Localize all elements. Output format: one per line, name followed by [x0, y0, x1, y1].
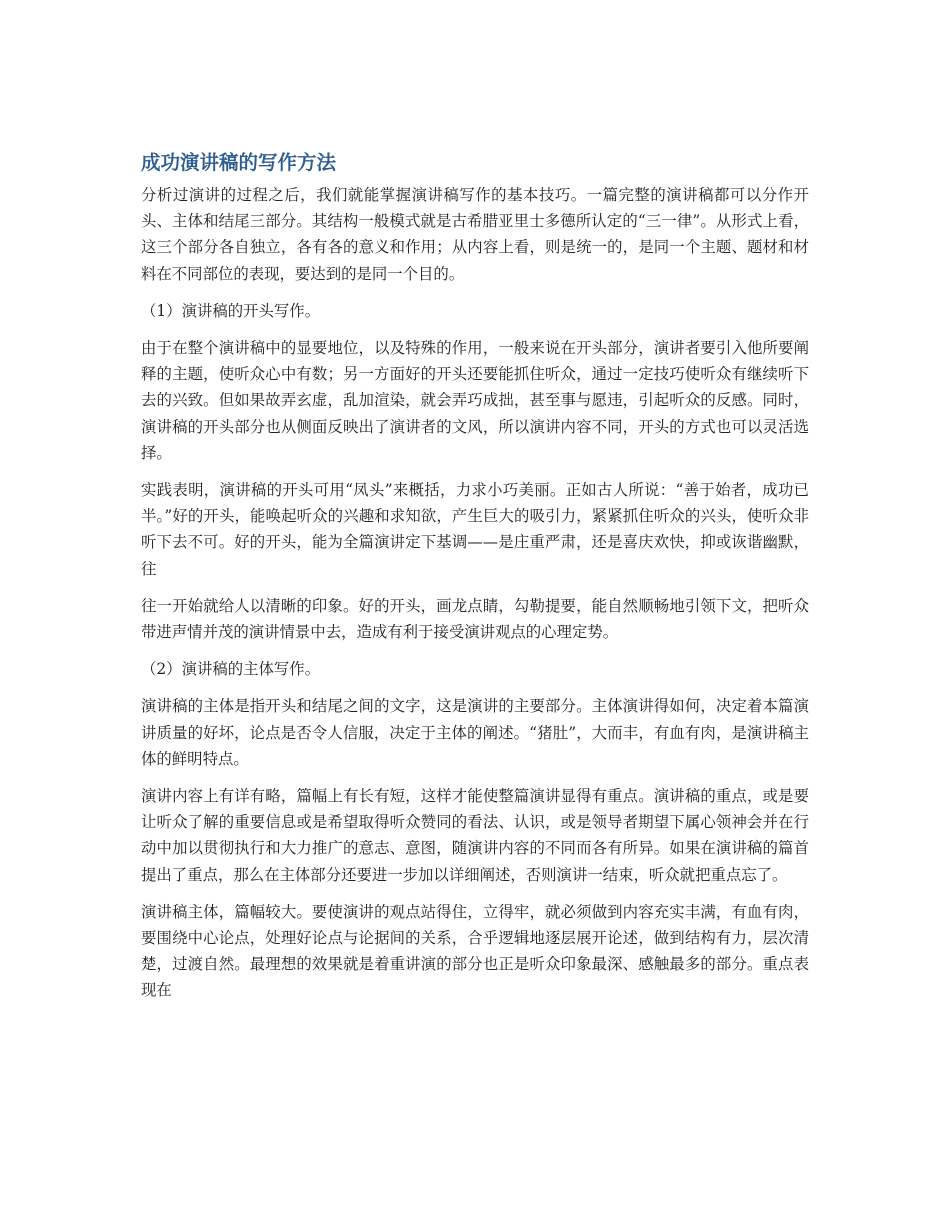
document-page	[141, 148, 809, 1004]
document-title: 成功演讲稿的写作方法	[141, 151, 337, 174]
paragraph-phoenix-head: 实践表明，演讲稿的开头可用“凤头”来概括，力求小巧美丽。正如古人所说：“善于始者，成功已半。”好的开头，能唤起听众的兴趣和求知欲，产生巨大的吸引力，紧紧抓住听众的兴头，使听众非听下去不可。好的开头，能为全篇演讲定下基调——是庄重严肃，还是喜庆欢快，抑或诙谐幽默，往	[141, 481, 809, 578]
paragraph-opening-role: 由于在整个演讲稿中的显要地位，以及特殊的作用，一般来说在开头部分，演讲者要引入他所要阐释的主题，使听众心中有数；另一方面好的开头还要能抓住听众，通过一定技巧使听众有继续听下去的兴致。但如果故弄玄虚，乱加渲染，就会弄巧成拙，甚至事与愿违，引起听众的反感。同时，演讲稿的开头部分也从侧面反映出了演讲者的文风，所以演讲内容不同，开头的方式也可以灵活选择。	[141, 339, 809, 462]
section-heading-body: （2）演讲稿的主体写作。	[141, 660, 321, 679]
paragraph-key-points: 演讲内容上有详有略，篇幅上有长有短，这样才能使整篇演讲显得有重点。演讲稿的重点，或是要让听众了解的重要信息或是希望取得听众赞同的看法、认识，或是领导者期望下属心领神会并在行动中加以贯彻执行和大力推广的意志、意图，随演讲内容的不同而各有所异。如果在演讲稿的篇首提出了重点，那么在主体部分还要进一步加以详细阐述，否则演讲一结束，听众就把重点忘了。	[141, 787, 809, 884]
paragraph-intro: 分析过演讲的过程之后，我们就能掌握演讲稿写作的基本技巧。一篇完整的演讲稿都可以分作开头、主体和结尾三部分。其结构一般模式就是古希腊亚里士多德所认定的“三一律”。从形式上看，这三个部分各自独立，各有各的意义和作用；从内容上看，则是统一的，是同一个主题、题材和材料在不同部位的表现，要达到的是同一个目的。	[141, 186, 809, 283]
section-heading-opening: （1）演讲稿的开头写作。	[141, 301, 321, 320]
paragraph-body-definition: 演讲稿的主体是指开头和结尾之间的文字，这是演讲的主要部分。主体演讲得如何，决定着本篇演讲质量的好坏，论点是否令人信服，决定于主体的阐述。“猪肚”，大而丰，有血有肉，是演讲稿主体的鲜明特点。	[141, 697, 809, 768]
paragraph-body-structure: 演讲稿主体，篇幅较大。要使演讲的观点站得住，立得牢，就必须做到内容充实丰满，有血有肉，要围绕中心论点，处理好论点与论据间的关系，合乎逻辑地逐层展开论述，做到结构有力，层次清楚，过渡自然。最理想的效果就是着重讲演的部分也正是听众印象最深、感触最多的部分。重点表现在	[141, 902, 809, 1000]
paragraph-good-opening: 往一开始就给人以清晰的印象。好的开头，画龙点睛，勾勒提要，能自然顺畅地引领下文，把听众带进声情并茂的演讲情景中去，造成有利于接受演讲观点的心理定势。	[141, 596, 809, 642]
